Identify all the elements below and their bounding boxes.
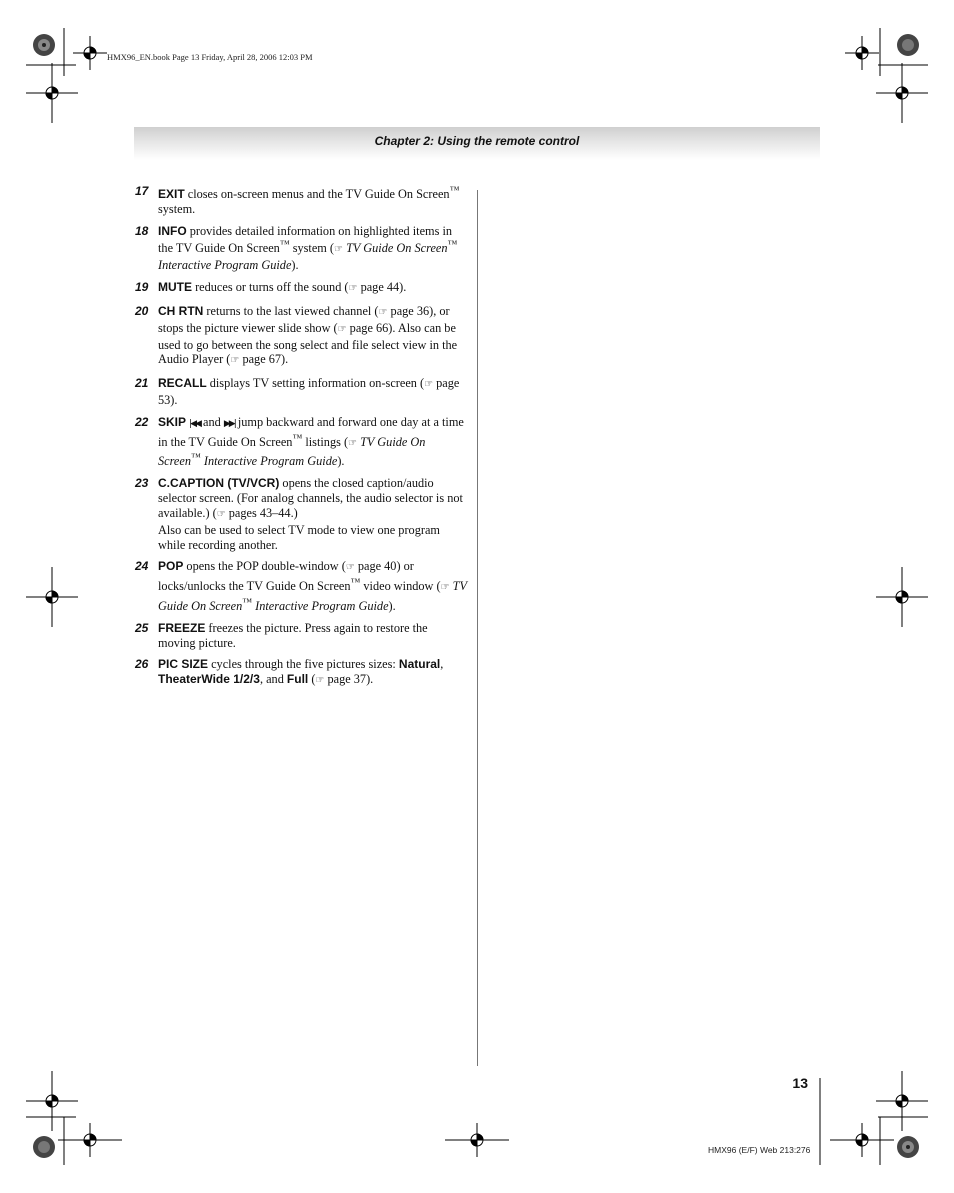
item-text: ). — [291, 258, 299, 273]
reference-hand-icon: ☞ — [440, 582, 450, 594]
item-reference-title: Interactive Program Guide — [252, 599, 389, 614]
skip-back-icon: |◀◀ — [189, 418, 200, 429]
list-item — [134, 304, 468, 369]
print-slug: HMX96_EN.book Page 13 Friday, April 28, 2006 12:03 PM — [107, 52, 313, 62]
item-number: 21 — [135, 376, 149, 391]
item-number: 19 — [135, 280, 149, 295]
item-term: SKIP — [158, 414, 187, 429]
remote-button-list — [134, 184, 468, 696]
item-number: 24 — [135, 559, 149, 574]
item-reference-title: Interactive Program Guide — [158, 258, 292, 273]
trademark-symbol: ™ — [350, 577, 361, 589]
item-reference-title: TV Guide On Screen — [158, 434, 426, 469]
list-item — [134, 224, 468, 273]
item-text: and — [199, 414, 224, 429]
item-number: 23 — [135, 476, 149, 491]
list-item — [134, 476, 468, 552]
list-item — [134, 657, 468, 689]
reference-hand-icon: ☞ — [345, 562, 355, 574]
column-divider — [477, 190, 478, 1066]
item-term: RECALL — [158, 376, 207, 391]
registration-circle-icon — [897, 34, 919, 56]
list-item — [134, 559, 468, 614]
skip-forward-icon: ▶▶| — [223, 418, 235, 429]
list-item — [134, 184, 468, 217]
item-text: ). — [170, 392, 178, 407]
item-text: opens the closed caption/audio selector screen. (For analog channels, the audio selector is not available.) ( — [158, 476, 463, 520]
item-number: 26 — [135, 657, 149, 672]
reference-hand-icon: ☞ — [348, 437, 358, 449]
trademark-symbol: ™ — [447, 239, 458, 251]
item-page-ref: page 44 — [357, 280, 400, 295]
trademark-symbol: ™ — [191, 452, 201, 464]
reference-hand-icon: ☞ — [337, 323, 347, 335]
reference-hand-icon: ☞ — [424, 379, 434, 391]
list-item — [134, 621, 468, 651]
item-text: freezes the picture. Press again to restore the moving picture. — [158, 620, 428, 650]
item-text: ). Also can be used to go between the song select and file select view in the Audio Player ( — [158, 320, 458, 367]
item-text: , and — [259, 672, 287, 687]
footer-code: HMX96 (E/F) Web 213:276 — [708, 1145, 811, 1155]
item-page-ref: page 36 — [387, 303, 430, 318]
trademark-symbol: ™ — [279, 239, 290, 251]
item-extra-text: Also can be used to select TV mode to view one program while recording another. — [158, 522, 440, 552]
item-term: C.CAPTION (TV/VCR) — [158, 476, 280, 491]
reference-hand-icon: ☞ — [348, 283, 358, 295]
item-term: EXIT — [158, 187, 185, 202]
item-term: MUTE — [158, 280, 192, 295]
item-reference-title: TV Guide On Screen — [346, 241, 448, 256]
item-text: system. — [158, 201, 196, 216]
item-text: ( — [308, 672, 316, 687]
item-page-ref: page 37 — [324, 672, 367, 687]
item-reference-title: TV Guide On Screen — [158, 579, 467, 614]
item-text: ). — [399, 280, 407, 295]
picture-size-theaterwide: TheaterWide 1/2/3 — [158, 672, 260, 687]
picture-size-natural: Natural — [398, 657, 441, 672]
item-text: , — [440, 657, 444, 672]
list-item — [134, 415, 468, 470]
item-text: ). — [388, 599, 396, 614]
item-page-ref: pages 43–44 — [225, 505, 291, 520]
registration-circle-icon — [33, 1136, 55, 1158]
item-text: closes on-screen menus and the TV Guide On Screen — [184, 187, 450, 202]
reference-hand-icon: ☞ — [315, 675, 325, 687]
list-item — [134, 376, 468, 408]
item-term: PIC SIZE — [158, 657, 209, 672]
item-text: returns to the last viewed channel ( — [203, 303, 379, 318]
item-text: reduces or turns off the sound ( — [192, 280, 349, 295]
item-text: cycles through the five pictures sizes: — [208, 657, 399, 672]
reference-hand-icon: ☞ — [216, 508, 226, 520]
item-text: ). — [366, 672, 374, 687]
trademark-symbol: ™ — [292, 432, 303, 444]
item-reference-title: Interactive Program Guide — [200, 454, 338, 469]
trademark-symbol: ™ — [242, 597, 253, 608]
item-term: POP — [158, 559, 184, 574]
registration-circle-icon — [33, 34, 55, 56]
page-number: 13 — [792, 1075, 808, 1091]
picture-size-full: Full — [286, 672, 309, 687]
item-number: 20 — [135, 303, 149, 318]
item-text: ) or locks/unlocks the TV Guide On Screen — [158, 559, 414, 594]
trademark-symbol: ™ — [449, 185, 460, 196]
item-text: opens the POP double-window ( — [183, 559, 346, 574]
item-term: FREEZE — [158, 620, 206, 635]
item-text: displays TV setting information on-screen ( — [206, 376, 425, 391]
item-number: 25 — [135, 620, 149, 635]
item-text: ). — [281, 352, 289, 367]
chapter-header-title: Chapter 2: Using the remote control — [374, 134, 580, 148]
item-page-ref: page 66 — [346, 320, 389, 335]
item-number: 17 — [135, 184, 149, 198]
item-term: INFO — [158, 223, 187, 238]
item-term: CH RTN — [158, 303, 204, 318]
reference-hand-icon: ☞ — [378, 306, 388, 318]
item-page-ref: page 53 — [158, 376, 460, 407]
item-text: listings ( — [302, 434, 349, 449]
item-text: .) — [290, 505, 298, 520]
item-text: video window ( — [360, 579, 441, 594]
item-text: ), or stops the picture viewer slide show ( — [158, 303, 450, 335]
item-text: jump backward and forward one day at a time in the TV Guide On Screen — [158, 414, 464, 449]
registration-circle-icon — [897, 1136, 919, 1158]
reference-hand-icon: ☞ — [230, 355, 240, 367]
item-number: 22 — [135, 414, 149, 429]
list-item — [134, 280, 468, 297]
item-text: provides detailed information on highlighted items in the TV Guide On Screen — [158, 223, 453, 256]
item-page-ref: page 40 — [354, 559, 397, 574]
item-text: system ( — [289, 241, 335, 256]
reference-hand-icon: ☞ — [334, 244, 343, 256]
item-text: ). — [337, 454, 345, 469]
item-number: 18 — [135, 223, 149, 238]
item-page-ref: page 67 — [239, 352, 282, 367]
